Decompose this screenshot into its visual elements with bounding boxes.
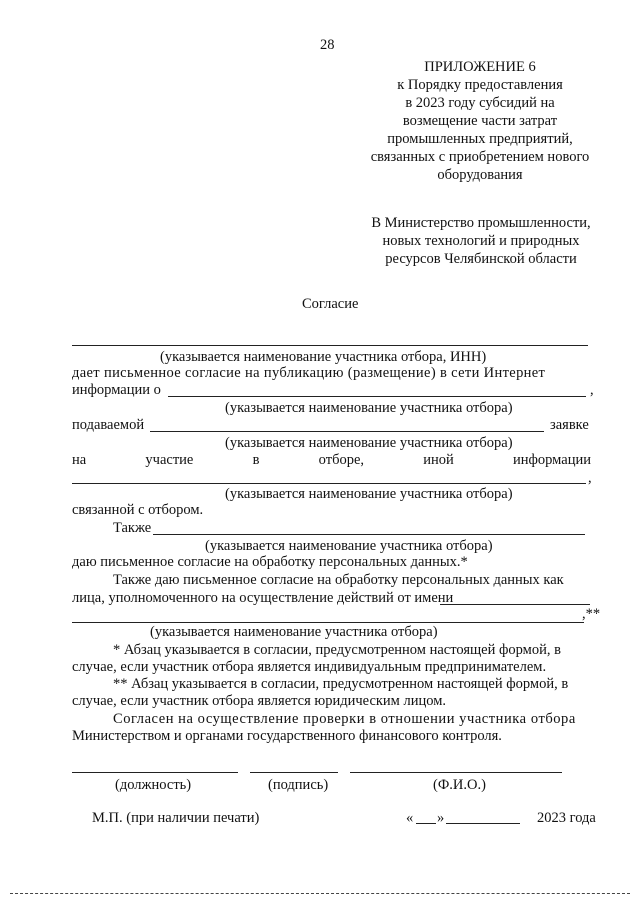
date-day-field[interactable] bbox=[416, 823, 436, 824]
application-label: заявке bbox=[550, 417, 589, 433]
footnote-2a: ** Абзац указывается в согласии, предусмотренном настоящей формой, в bbox=[113, 676, 569, 692]
stamp-label: М.П. (при наличии печати) bbox=[92, 810, 260, 826]
appendix-line: оборудования bbox=[437, 167, 523, 183]
document-title: Согласие bbox=[302, 296, 359, 312]
participation-line bbox=[72, 451, 591, 469]
hint-participant-inn: (указывается наименование участника отбора, ИНН) bbox=[160, 349, 487, 365]
appendix-line: к Порядку предоставления bbox=[397, 77, 563, 93]
word: участие bbox=[145, 452, 194, 468]
hint-participant-2: (указывается наименование участника отбора) bbox=[225, 435, 513, 451]
consent-text-line bbox=[72, 364, 591, 382]
word: отборе, bbox=[318, 452, 365, 468]
info-about-field[interactable] bbox=[168, 396, 586, 397]
date-close-quote: » bbox=[437, 810, 445, 826]
double-star: ,** bbox=[582, 606, 601, 622]
hint-participant-4: (указывается наименование участника отбора) bbox=[205, 538, 493, 554]
participant-name-field[interactable] bbox=[72, 345, 588, 346]
date-open-quote: « bbox=[406, 810, 414, 826]
submitted-label: подаваемой bbox=[72, 417, 145, 433]
persons-text: лица, уполномоченного на осуществление действий от имени bbox=[72, 590, 454, 606]
position-caption: (должность) bbox=[115, 777, 192, 793]
persons-field[interactable] bbox=[440, 604, 590, 605]
related-text: связанной с отбором. bbox=[72, 502, 204, 518]
verify-text-a: Согласен на осуществление проверки в отношении участника отбора bbox=[113, 711, 576, 727]
signature-caption: (подпись) bbox=[268, 777, 329, 793]
appendix-line: возмещение части затрат bbox=[402, 113, 558, 129]
word: информации bbox=[512, 452, 591, 468]
verify-text-b: Министерством и органами государственного финансового контроля. bbox=[72, 728, 502, 744]
word: в bbox=[252, 452, 260, 468]
appendix-title: ПРИЛОЖЕНИЕ 6 bbox=[424, 59, 536, 75]
bottom-edge-line bbox=[10, 893, 630, 894]
other-info-field[interactable] bbox=[72, 483, 586, 484]
also-field[interactable] bbox=[153, 534, 585, 535]
hint-participant-1: (указывается наименование участника отбора) bbox=[225, 400, 513, 416]
addressee-line: ресурсов Челябинской области bbox=[385, 251, 577, 267]
position-field[interactable] bbox=[72, 772, 238, 773]
addressee-block bbox=[350, 214, 612, 268]
consent-personal-text: даю письменное согласие на обработку персональных данных.* bbox=[72, 554, 468, 570]
word: иной bbox=[423, 452, 454, 468]
addressee-line: В Министерство промышленности, bbox=[371, 215, 591, 231]
footnote-1a: * Абзац указывается в согласии, предусмотренном настоящей формой, в bbox=[113, 642, 561, 658]
also-label: Также bbox=[113, 520, 152, 536]
fio-field[interactable] bbox=[350, 772, 562, 773]
date-year: 2023 года bbox=[537, 810, 596, 826]
appendix-line: промышленных предприятий, bbox=[387, 131, 573, 147]
comma: , bbox=[590, 382, 594, 398]
footnote-1b: случае, если участник отбора является индивидуальным предпринимателем. bbox=[72, 659, 547, 675]
hint-participant-5: (указывается наименование участника отбора) bbox=[150, 624, 438, 640]
info-about-label: информации о bbox=[72, 382, 161, 398]
hint-participant-3: (указывается наименование участника отбора) bbox=[225, 486, 513, 502]
comma2: , bbox=[588, 470, 592, 486]
appendix-line: в 2023 году субсидий на bbox=[405, 95, 555, 111]
fio-caption: (Ф.И.О.) bbox=[433, 777, 486, 793]
page-number: 28 bbox=[320, 37, 335, 53]
signature-field[interactable] bbox=[250, 772, 338, 773]
consent-text: дает письменное согласие на публикацию (размещение) в сети Интернет bbox=[72, 365, 546, 381]
date-month-field[interactable] bbox=[446, 823, 520, 824]
also-consent-text: Также даю письменное согласие на обработку персональных данных как bbox=[113, 572, 564, 588]
appendix-line: связанных с приобретением нового bbox=[370, 149, 590, 165]
submitted-field[interactable] bbox=[150, 431, 544, 432]
appendix-block bbox=[360, 58, 600, 184]
footnote-2b: случае, если участник отбора является юридическим лицом. bbox=[72, 693, 447, 709]
word: на bbox=[72, 452, 87, 468]
addressee-line: новых технологий и природных bbox=[382, 233, 580, 249]
